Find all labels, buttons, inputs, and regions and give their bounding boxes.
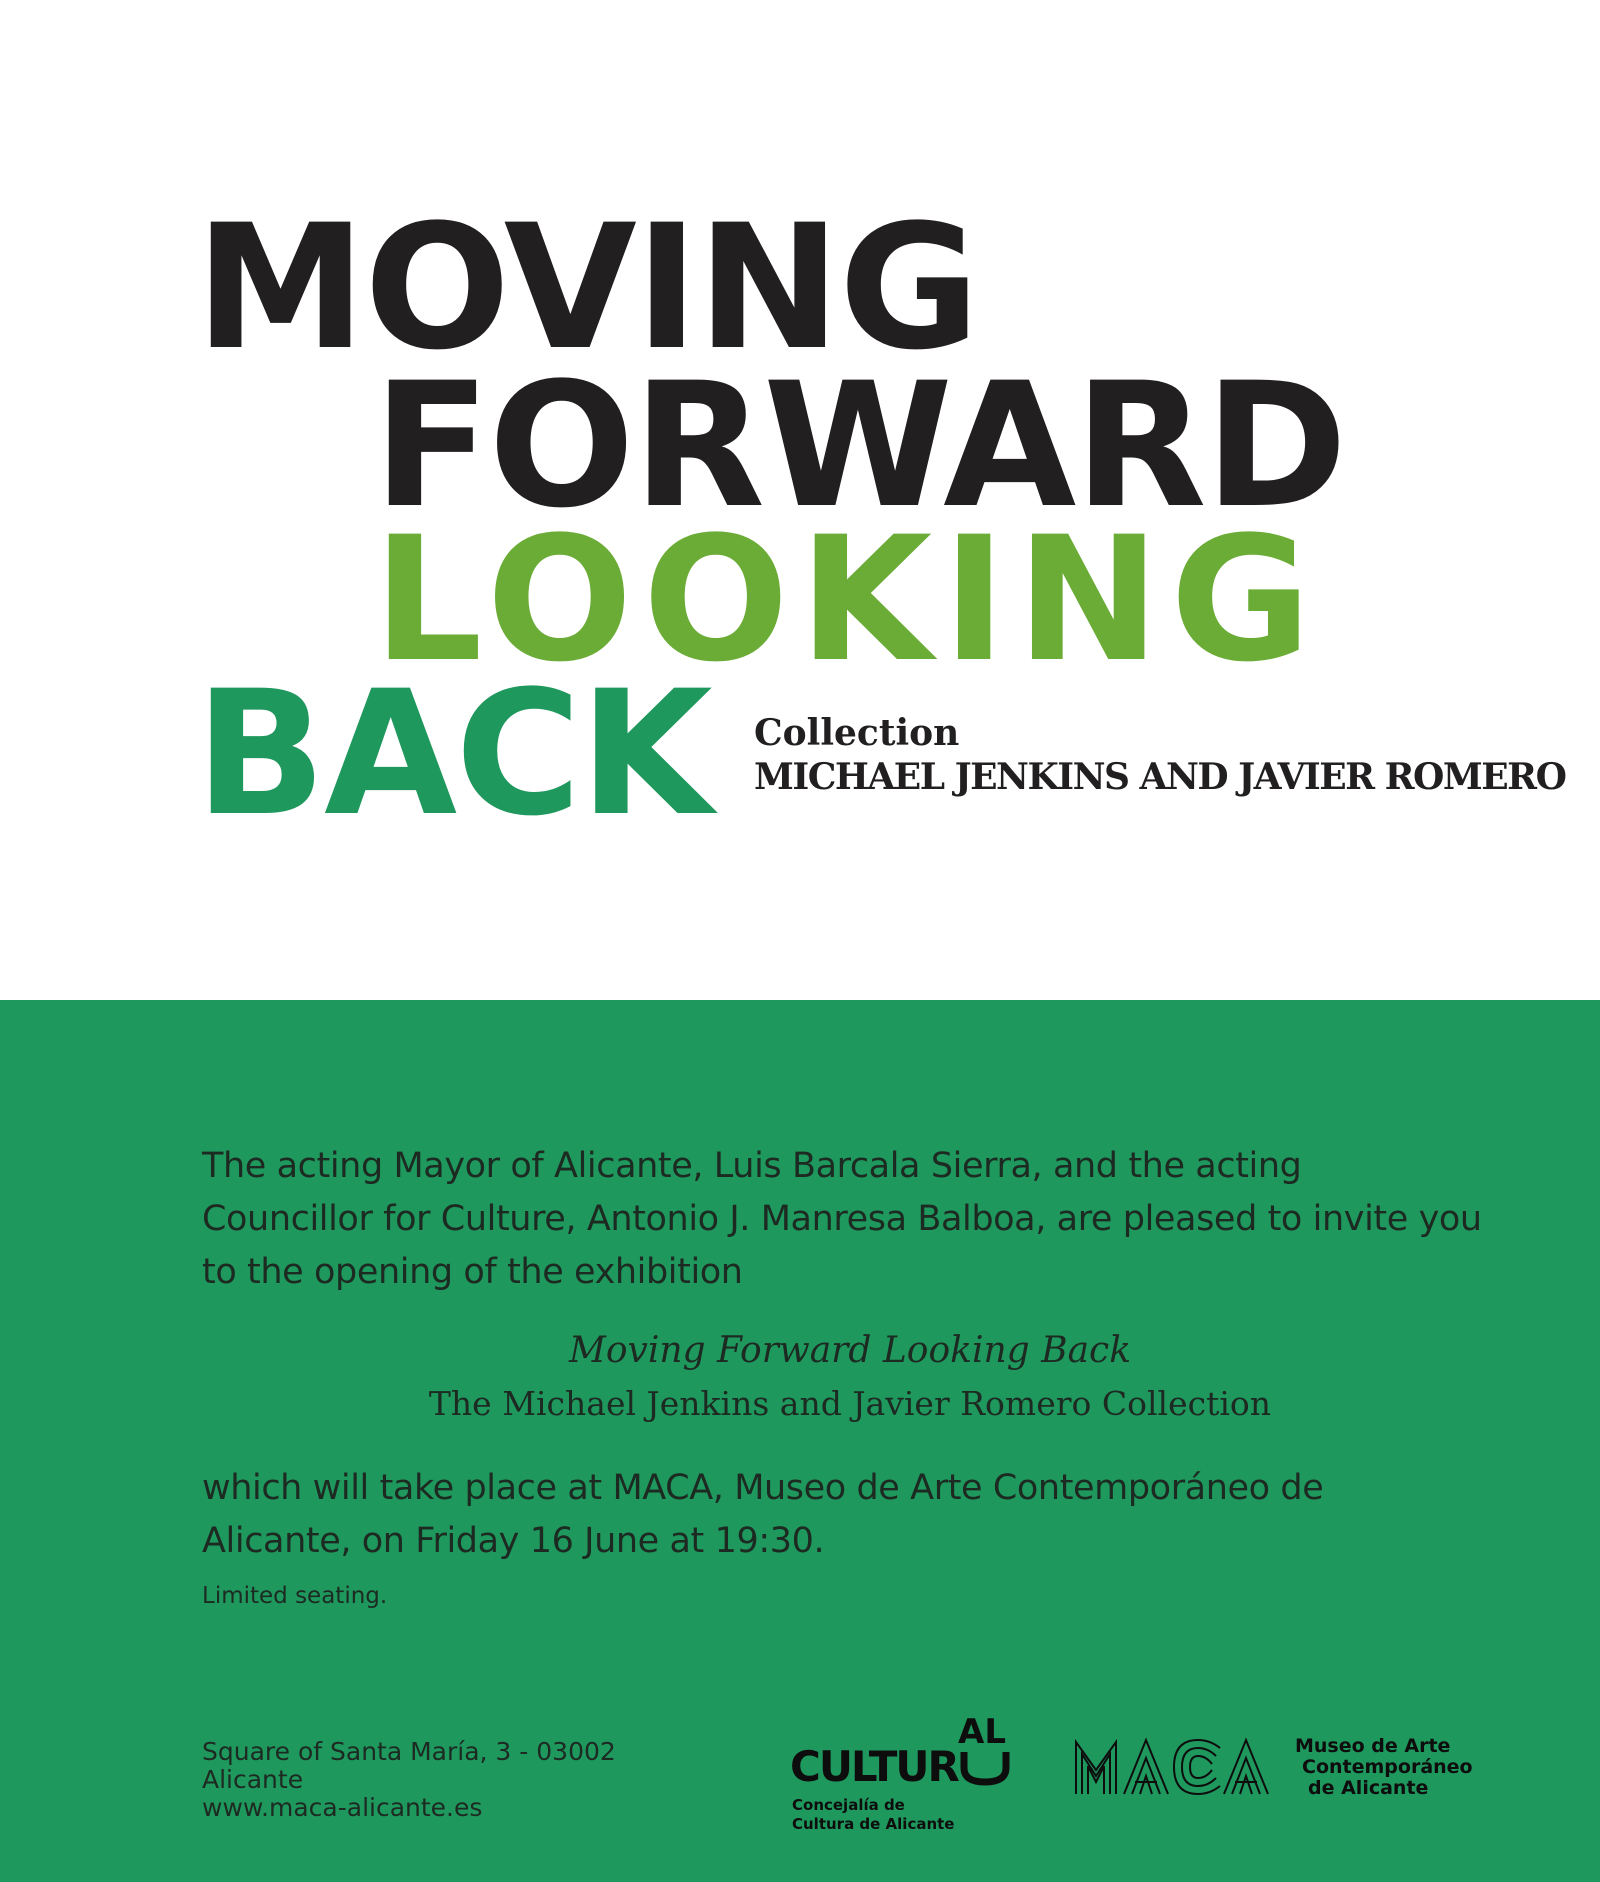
- maca-logo: [1072, 1730, 1552, 1810]
- seating-note: Limited seating.: [202, 1583, 388, 1609]
- title-looking: LOOKING: [373, 499, 1322, 700]
- collection-names: MICHAEL JENKINS AND JAVIER ROMERO: [754, 756, 1566, 798]
- cultural-u-icon: [958, 1750, 1012, 1786]
- cultural-logo: [790, 1712, 1030, 1832]
- cultural-logo-word: CULTUR: [790, 1742, 958, 1791]
- address-line-2: Alicante: [202, 1765, 304, 1794]
- cultural-logo-sub-2: Cultura de Alicante: [792, 1815, 955, 1833]
- address-line-1: Square of Santa María, 3 - 03002: [202, 1737, 616, 1766]
- website-link[interactable]: www.maca-alicante.es: [202, 1793, 483, 1822]
- maca-wordmark-icon: [1072, 1736, 1294, 1798]
- maca-name-line-1: Museo de Arte: [1295, 1735, 1451, 1757]
- cultural-logo-sub-1: Concejalía de: [792, 1796, 905, 1814]
- exhibition-subtitle: The Michael Jenkins and Javier Romero Collection: [428, 1384, 1272, 1423]
- invitation-intro: The acting Mayor of Alicante, Luis Barcala Sierra, and the acting Councillor for Culture, Antonio J. Manresa Balboa, are pleased to invite you to the opening of the exhibition: [202, 1146, 1482, 1292]
- invitation-venue: which will take place at MACA, Museo de Arte Contemporáneo de Alicante, on Friday 16 June at 19:30.: [202, 1468, 1324, 1561]
- maca-name-line-3: de Alicante: [1308, 1777, 1429, 1799]
- collection-label: Collection: [754, 712, 960, 754]
- title-back: BACK: [195, 653, 711, 854]
- maca-name-line-2: Contemporáneo: [1302, 1756, 1473, 1778]
- exhibition-title: Moving Forward Looking Back: [568, 1330, 1132, 1371]
- cultural-logo-superscript: AL: [958, 1712, 1006, 1752]
- title-moving: MOVING: [195, 187, 978, 388]
- title-forward: FORWARD: [373, 345, 1346, 546]
